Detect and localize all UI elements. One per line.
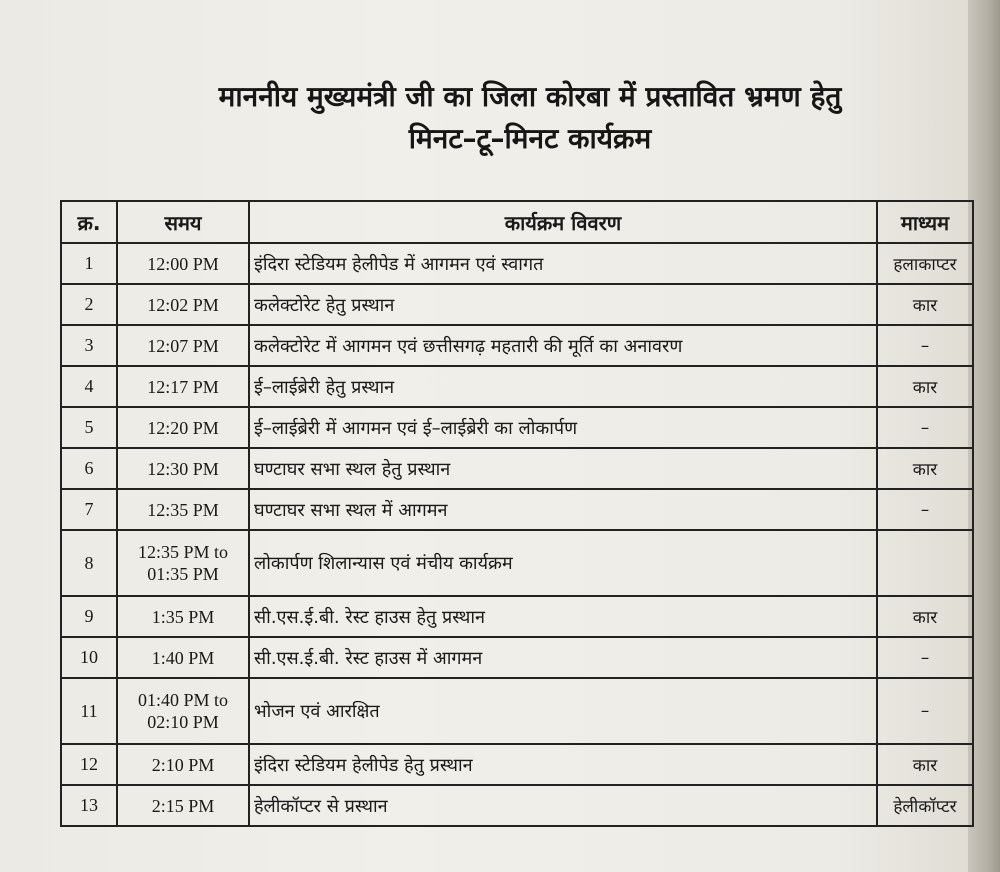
table-row	[61, 448, 973, 489]
cell-time: 2:15 PM	[117, 785, 249, 826]
cell-mode: कार	[877, 284, 973, 325]
cell-no: 8	[61, 530, 117, 596]
cell-mode: कार	[877, 366, 973, 407]
cell-time: 1:35 PM	[117, 596, 249, 637]
header-no: क्र.	[61, 201, 117, 243]
header-description: कार्यक्रम विवरण	[249, 201, 877, 243]
cell-mode: हेलीकॉप्टर	[877, 785, 973, 826]
title-line-1: माननीय मुख्यमंत्री जी का जिला कोरबा में प्रस्तावित भ्रमण हेतु	[218, 80, 842, 113]
table-row	[61, 489, 973, 530]
header-mode: माध्यम	[877, 201, 973, 243]
cell-time: 12:17 PM	[117, 366, 249, 407]
cell-description: घण्टाघर सभा स्थल में आगमन	[249, 489, 877, 530]
cell-mode: –	[877, 637, 973, 678]
cell-description: ई–लाईब्रेरी हेतु प्रस्थान	[249, 366, 877, 407]
cell-no: 10	[61, 637, 117, 678]
table-row	[61, 744, 973, 785]
cell-time: 12:20 PM	[117, 407, 249, 448]
cell-no: 4	[61, 366, 117, 407]
cell-no: 6	[61, 448, 117, 489]
cell-time	[117, 530, 249, 596]
cell-mode: –	[877, 678, 973, 744]
cell-time-start: 01:40 PM to	[137, 690, 229, 710]
table-row	[61, 366, 973, 407]
cell-time: 1:40 PM	[117, 637, 249, 678]
document-title	[0, 76, 1000, 160]
cell-time: 12:00 PM	[117, 243, 249, 284]
cell-time	[117, 678, 249, 744]
cell-no: 1	[61, 243, 117, 284]
cell-no: 12	[61, 744, 117, 785]
cell-description: ई–लाईब्रेरी में आगमन एवं ई–लाईब्रेरी का लोकार्पण	[249, 407, 877, 448]
cell-mode: –	[877, 325, 973, 366]
table-row	[61, 407, 973, 448]
cell-description: सी.एस.ई.बी. रेस्ट हाउस में आगमन	[249, 637, 877, 678]
cell-no: 2	[61, 284, 117, 325]
table-row	[61, 243, 973, 284]
cell-no: 13	[61, 785, 117, 826]
cell-time: 12:35 PM	[117, 489, 249, 530]
cell-description: लोकार्पण शिलान्यास एवं मंचीय कार्यक्रम	[249, 530, 877, 596]
table-row	[61, 530, 973, 596]
cell-time-end: 02:10 PM	[147, 712, 219, 732]
cell-time: 12:07 PM	[117, 325, 249, 366]
cell-description: भोजन एवं आरक्षित	[249, 678, 877, 744]
cell-description: सी.एस.ई.बी. रेस्ट हाउस हेतु प्रस्थान	[249, 596, 877, 637]
cell-mode: –	[877, 407, 973, 448]
schedule-table	[60, 200, 974, 827]
cell-time-end: 01:35 PM	[147, 564, 219, 584]
table-row	[61, 325, 973, 366]
cell-description: कलेक्टोरेट हेतु प्रस्थान	[249, 284, 877, 325]
cell-description: इंदिरा स्टेडियम हेलीपेड में आगमन एवं स्वागत	[249, 243, 877, 284]
cell-time: 2:10 PM	[117, 744, 249, 785]
table-row	[61, 637, 973, 678]
cell-description: घण्टाघर सभा स्थल हेतु प्रस्थान	[249, 448, 877, 489]
cell-mode: कार	[877, 448, 973, 489]
cell-no: 7	[61, 489, 117, 530]
cell-no: 5	[61, 407, 117, 448]
cell-no: 3	[61, 325, 117, 366]
cell-description: इंदिरा स्टेडियम हेलीपेड हेतु प्रस्थान	[249, 744, 877, 785]
title-line-2: मिनट–टू–मिनट कार्यक्रम	[408, 122, 652, 155]
cell-time: 12:30 PM	[117, 448, 249, 489]
cell-mode	[877, 530, 973, 596]
cell-mode: कार	[877, 596, 973, 637]
cell-description: कलेक्टोरेट में आगमन एवं छत्तीसगढ़ महतारी की मूर्ति का अनावरण	[249, 325, 877, 366]
cell-mode: –	[877, 489, 973, 530]
table-header-row	[61, 201, 973, 243]
cell-mode: हलाकाप्टर	[877, 243, 973, 284]
table-row	[61, 284, 973, 325]
cell-mode: कार	[877, 744, 973, 785]
cell-description: हेलीकॉप्टर से प्रस्थान	[249, 785, 877, 826]
table-row	[61, 678, 973, 744]
cell-time: 12:02 PM	[117, 284, 249, 325]
cell-no: 11	[61, 678, 117, 744]
cell-time-start: 12:35 PM to	[137, 542, 229, 562]
header-time: समय	[117, 201, 249, 243]
cell-no: 9	[61, 596, 117, 637]
table-row	[61, 785, 973, 826]
table-row	[61, 596, 973, 637]
